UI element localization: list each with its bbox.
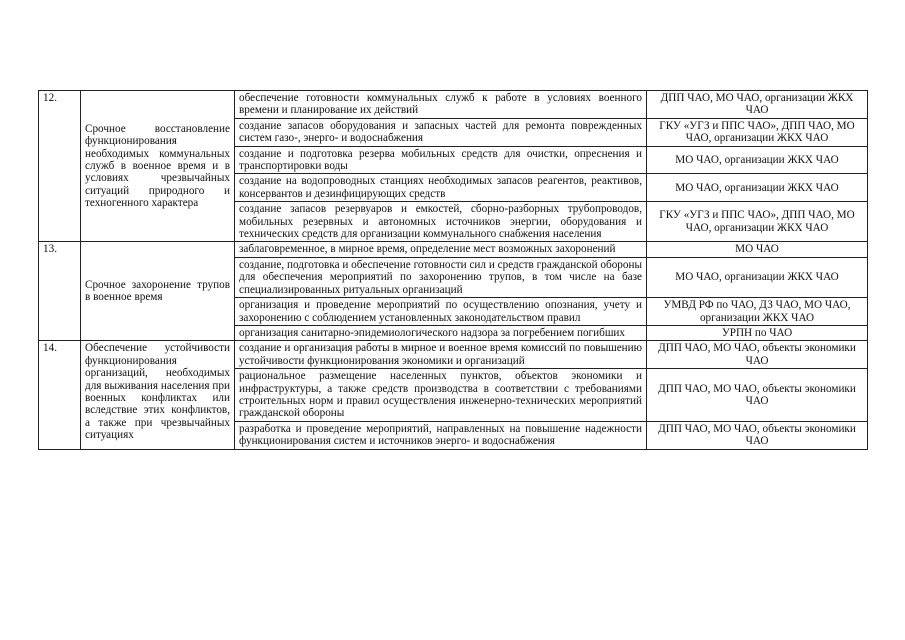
responsible-cell: УРПН по ЧАО [647, 325, 868, 340]
row-number: 12. [39, 91, 81, 242]
measure-text: обеспечение готовности коммунальных служб к работе в условиях военного времени и планирование их действий [235, 91, 647, 119]
table-row [39, 341, 868, 369]
responsible-cell: ДПП ЧАО, МО ЧАО, объекты экономики ЧАО [647, 341, 868, 369]
measure-text: рациональное размещение населенных пунктов, объектов экономики и инфраструктуры, а также средств производства в соответствии с требованиями строительных норм и правил осуществления инженерно-технических мероприятий гражданской обороны [235, 369, 647, 422]
responsible-cell: УМВД РФ по ЧАО, ДЗ ЧАО, МО ЧАО, организации ЖКХ ЧАО [647, 298, 868, 326]
measures-table [38, 90, 868, 450]
measure-text: создание на водопроводных станциях необходимых запасов реагентов, реактивов, консервантов и дезинфицирующих средств [235, 174, 647, 202]
responsible-cell: ДПП ЧАО, МО ЧАО, организации ЖКХ ЧАО [647, 91, 868, 119]
measure-text: создание, подготовка и обеспечение готовности сил и средств гражданской обороны для обеспечения мероприятий по захоронению трупов, в том числе на базе специализированных ритуальных организаций [235, 257, 647, 297]
measure-text: создание запасов оборудования и запасных частей для ремонта поврежденных систем газо-, энерго- и водоснабжения [235, 118, 647, 146]
measure-text: создание и организация работы в мирное и военное время комиссий по повышению устойчивости функционирования экономики и организаций [235, 341, 647, 369]
measure-text: создание запасов резервуаров и емкостей, сборно-разборных трубопроводов, мобильных резервных и автономных источников энергии, оборудования и технических средств для организации коммунального снабжения населения [235, 202, 647, 242]
measure-text: разработка и проведение мероприятий, направленных на повышение надежности функционирования систем и источников энерго- и водоснабжения [235, 421, 647, 449]
measure-text: организация санитарно-эпидемиологического надзора за погребением погибших [235, 325, 647, 340]
responsible-cell: МО ЧАО, организации ЖКХ ЧАО [647, 174, 868, 202]
document-page [38, 90, 867, 450]
row-number: 14. [39, 341, 81, 449]
function-name: Срочное захоронение трупов в военное время [81, 242, 235, 341]
responsible-cell: ДПП ЧАО, МО ЧАО, объекты экономики ЧАО [647, 421, 868, 449]
table-row [39, 242, 868, 257]
measure-text: организация и проведение мероприятий по осуществлению опознания, учету и захоронению с соблюдением установленных законодательством правил [235, 298, 647, 326]
responsible-cell: МО ЧАО [647, 242, 868, 257]
function-name: Срочное восстановление функционирования необходимых коммунальных служб в военное время и в условиях чрезвычайных ситуаций природного и техногенного характера [81, 91, 235, 242]
measure-text: создание и подготовка резерва мобильных средств для очистки, опреснения и транспортировки воды [235, 146, 647, 174]
responsible-cell: ГКУ «УГЗ и ППС ЧАО», ДПП ЧАО, МО ЧАО, организации ЖКХ ЧАО [647, 202, 868, 242]
responsible-cell: ДПП ЧАО, МО ЧАО, объекты экономики ЧАО [647, 369, 868, 422]
row-number: 13. [39, 242, 81, 341]
responsible-cell: ГКУ «УГЗ и ППС ЧАО», ДПП ЧАО, МО ЧАО, организации ЖКХ ЧАО [647, 118, 868, 146]
measure-text: заблаговременное, в мирное время, определение мест возможных захоронений [235, 242, 647, 257]
function-name: Обеспечение устойчивости функционирования организаций, необходимых для выживания населения при военных конфликтах или вследствие этих конфликтов, а также при чрезвычайных ситуациях [81, 341, 235, 449]
responsible-cell: МО ЧАО, организации ЖКХ ЧАО [647, 257, 868, 297]
responsible-cell: МО ЧАО, организации ЖКХ ЧАО [647, 146, 868, 174]
table-row [39, 91, 868, 119]
